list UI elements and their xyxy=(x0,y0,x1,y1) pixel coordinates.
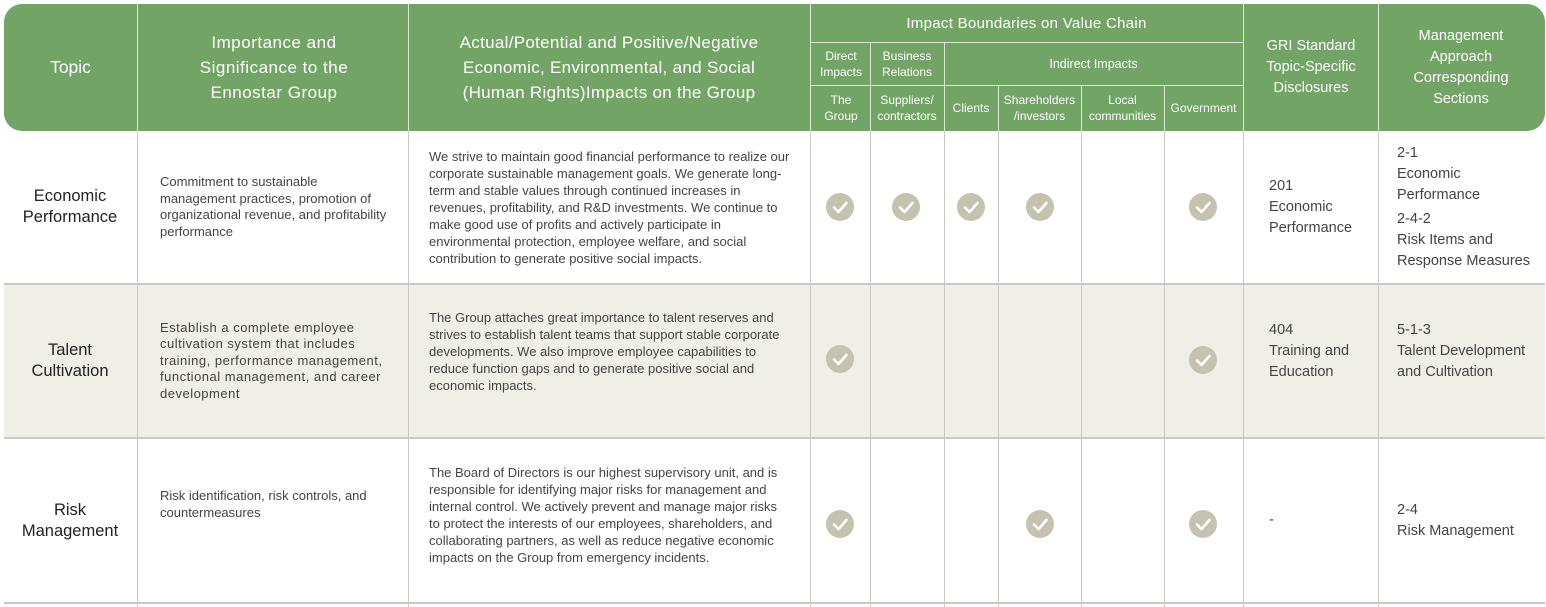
check-government-icon xyxy=(1189,510,1217,538)
gri-name: Economic Performance xyxy=(1269,198,1353,236)
mgmt-name: Risk Management xyxy=(1397,522,1514,539)
header-importance: Importance and Significance to the Ennostar Group xyxy=(199,33,349,102)
check-shareholders-icon xyxy=(1026,510,1054,538)
header-management: Management Approach Corresponding Sections xyxy=(1413,27,1509,107)
row-importance: Risk identification, risk controls, and countermeasures xyxy=(160,488,367,520)
row-impact-description: The Board of Directors is our highest supervisory unit, and is responsible for identifying major risks for management and internal control. We actively prevent and manage major risks to protect the interests of our employees, shareholders, and collaborating partners, as well as reduce negative economic impacts on the Group from emergency incidents. xyxy=(429,464,778,565)
header-impacts: Actual/Potential and Positive/Negative Economic, Environmental, and Social (Human Rights)Impacts on the Group xyxy=(459,33,759,102)
row-topic: Talent Cultivation xyxy=(31,341,109,380)
header-government: Government xyxy=(1170,101,1237,115)
header-suppliers: Suppliers/ contractors xyxy=(877,93,937,123)
mgmt-code: 5-1-3 xyxy=(1397,321,1431,338)
header-boundaries: Impact Boundaries on Value Chain xyxy=(906,14,1147,32)
gri-code: 404 xyxy=(1269,321,1294,338)
gri-code: - xyxy=(1269,512,1274,528)
table-row xyxy=(4,439,1545,602)
check-the-group-icon xyxy=(826,510,854,538)
column-divider xyxy=(1378,131,1379,607)
mgmt-name: Economic Performance xyxy=(1397,165,1481,203)
check-government-icon xyxy=(1189,193,1217,221)
mgmt-code: 2-4-2 xyxy=(1397,210,1431,227)
check-the-group-icon xyxy=(826,345,854,373)
header-gri: GRI Standard Topic-Specific Disclosures xyxy=(1266,38,1356,96)
table-header xyxy=(4,4,1545,131)
row-importance: Commitment to sustainable management practices, promotion of organizational revenue, and profitability performance xyxy=(160,174,387,239)
column-divider xyxy=(1243,131,1244,607)
row-topic: Economic Performance xyxy=(22,187,118,226)
row-impact-description: The Group attaches great importance to talent reserves and strives to establish talent teams that support stable corporate developments. We also improve employee capabilities to reduce function gaps and to generate positive social and economic impacts. xyxy=(429,309,780,393)
row-importance: Establish a complete employee cultivation system that includes training, performance management, functional management, and career development xyxy=(160,319,383,401)
table-row xyxy=(4,131,1545,283)
column-divider xyxy=(810,131,811,607)
row-management xyxy=(1397,275,1543,427)
check-government-icon xyxy=(1189,346,1217,374)
column-divider xyxy=(944,131,945,607)
header-business-relations: Business Relations xyxy=(881,48,933,79)
column-divider xyxy=(1164,131,1165,607)
mgmt-name: Risk Items and Response Measures xyxy=(1397,231,1530,269)
check-suppliers-icon xyxy=(892,193,920,221)
mgmt-name: Talent Development and Cultivation xyxy=(1397,342,1526,380)
check-clients-icon xyxy=(957,193,985,221)
row-gri xyxy=(1269,131,1379,283)
row-gri xyxy=(1269,275,1379,427)
column-divider xyxy=(870,131,871,607)
column-divider xyxy=(1081,131,1082,607)
header-clients: Clients xyxy=(952,101,990,115)
row-topic: Risk Management xyxy=(21,500,119,540)
column-divider xyxy=(408,131,409,607)
header-indirect-impacts: Indirect Impacts xyxy=(1049,56,1138,71)
row-gri xyxy=(1269,439,1379,602)
mgmt-code: 2-4 xyxy=(1397,501,1418,518)
header-topic: Topic xyxy=(50,57,91,77)
row-management xyxy=(1397,439,1543,602)
table-row xyxy=(4,285,1545,437)
header-the-group: The Group xyxy=(824,93,858,123)
column-divider xyxy=(998,131,999,607)
row-divider xyxy=(4,602,1545,604)
header-local-communities: Local communities xyxy=(1088,93,1157,123)
mgmt-code: 2-1 xyxy=(1397,144,1418,161)
gri-name: Training and Education xyxy=(1269,342,1350,380)
column-divider xyxy=(137,131,138,607)
row-management xyxy=(1397,131,1543,283)
check-the-group-icon xyxy=(826,193,854,221)
row-impact-description: We strive to maintain good financial performance to realize our corporate sustainable management goals. We generate long-term and stable values through continued increases in revenues, profitability, and R&D investments. We continue to make good use of profits and actively participate in environmental protection, employee welfare, and social contribution to generate positive social impacts. xyxy=(429,148,790,266)
header-shareholders: Shareholders /investors xyxy=(1003,93,1076,123)
check-shareholders-icon xyxy=(1026,193,1054,221)
header-direct-impacts: Direct Impacts xyxy=(819,48,862,79)
gri-code: 201 xyxy=(1269,177,1294,194)
